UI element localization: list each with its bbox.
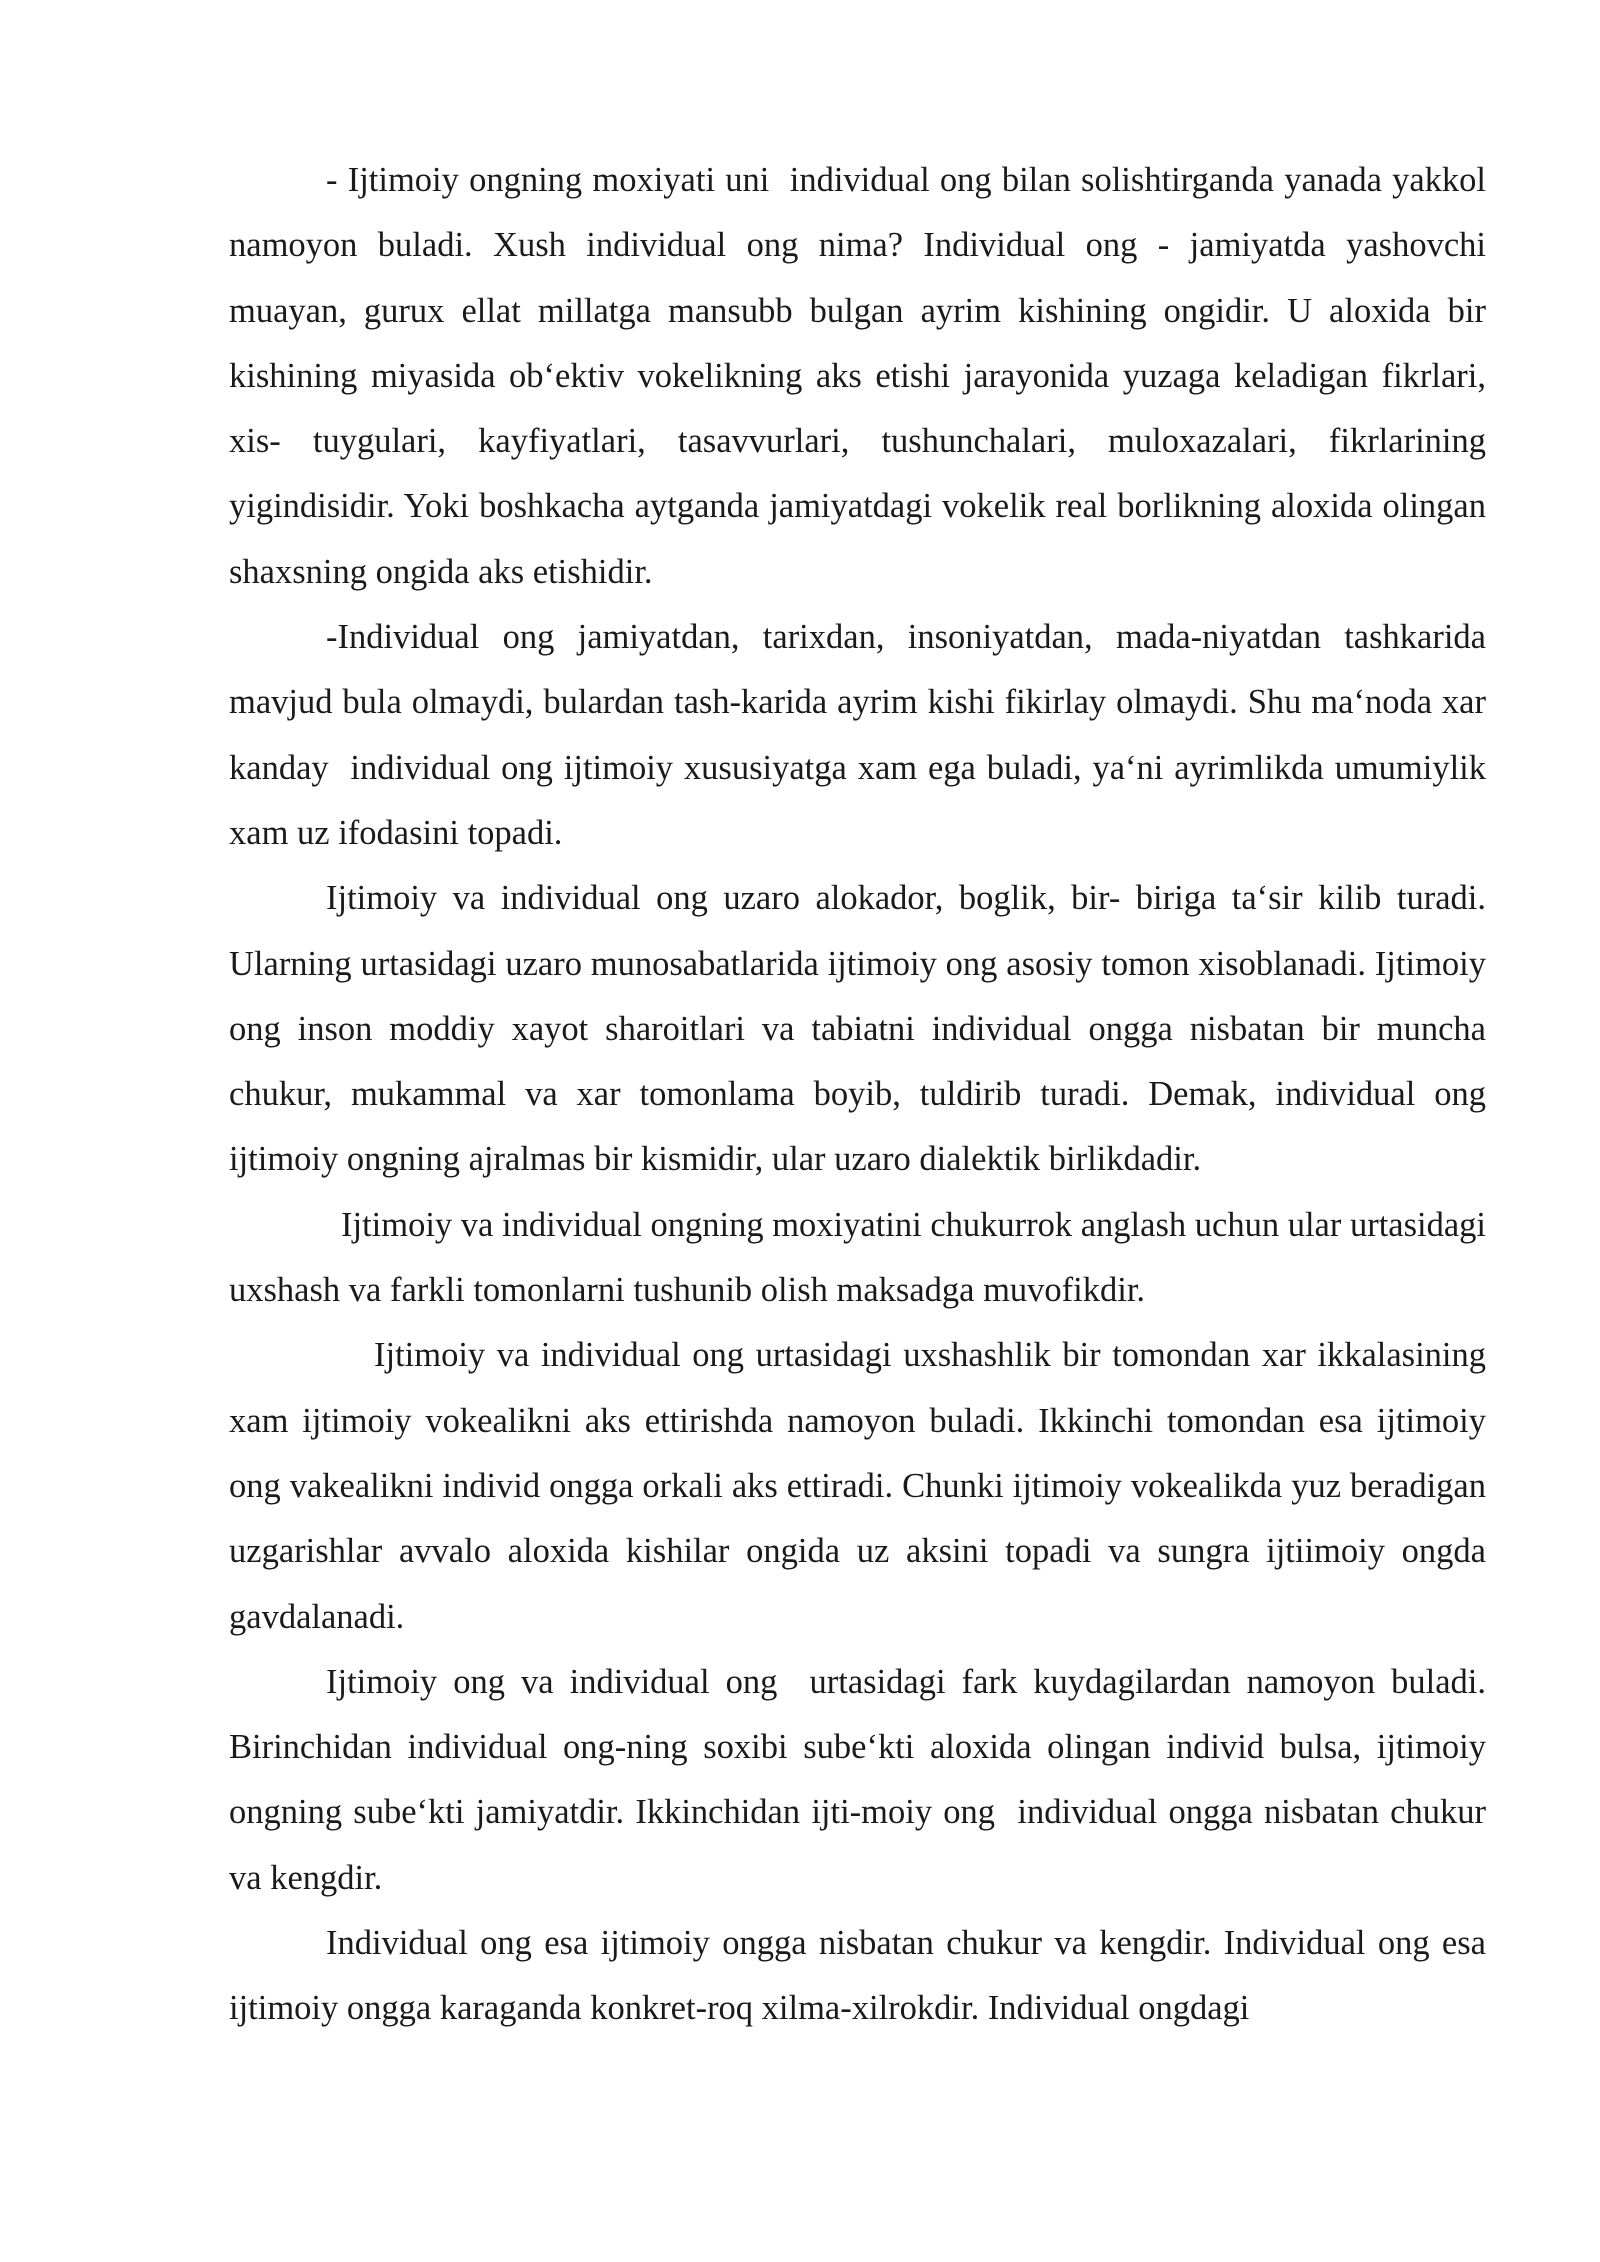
paragraph-4: Ijtimoiy va individual ongning moxiyatini chukurrok anglash uchun ular urtasidagi uxshash va farkli tomonlarni tushunib olish maksadga muvofikdir. [229, 1205, 1495, 1310]
paragraph-5: Ijtimoiy va individual ong urtasidagi uxshashlik bir tomondan xar ikkalasining xam ijtimoiy vokealikni aks ettirishda namoyon buladi. Ikkinchi tomondan esa ijtimoiy ong vakealikni individ ongga orkali aks ettiradi. Chunki ijtimoiy vokealikda yuz beradigan uzgarishlar avvalo aloxida kishilar ongida uz aksini topadi va sungra ijtiimoiy ongda gavdalanadi. [229, 1336, 1495, 1636]
paragraph-6: Ijtimoiy ong va individual ong urtasidagi fark kuydagilardan namoyon buladi. Birinchidan individual ong-ning soxibi sube‘kti aloxida olingan individ bulsa, ijtimoiy ongning sube‘kti jamiyatdir. Ikkinchidan ijti-moiy ong individual ongga nisbatan chukur va kengdir. [229, 1662, 1504, 1897]
paragraph-7: Individual ong esa ijtimoiy ongga nisbatan chukur va kengdir. Individual ong esa ijtimoiy ongga karaganda konkret-roq xilma-xilrokdir. Individual ongdagi [229, 1924, 1495, 2028]
document-body [229, 148, 1504, 2042]
paragraph-2: -Individual ong jamiyatdan, tarixdan, insoniyatdan, mada-niyatdan tashkarida mavjud bula olmaydi, bulardan tash-karida ayrim kishi fikirlay olmaydi. Shu ma‘noda xar kanday individual ong ijtimoiy xususiyatga xam ega buladi, ya‘ni ayrimlikda umumiylik xam uz ifodasini topadi. [229, 618, 1495, 852]
paragraph-3: Ijtimoiy va individual ong uzaro alokador, boglik, bir- biriga ta‘sir kilib turadi. Ularning urtasidagi uzaro munosabatlarida ijtimoiy ong asosiy tomon xisoblanadi. Ijtimoiy ong inson moddiy xayot sharoitlari va tabiatni individual ongga nisbatan bir muncha chukur, mukammal va xar tomonlama boyib, tuldirib turadi. Demak, individual ong ijtimoiy ongning ajralmas bir kismidir, ular uzaro dialektik birlikdadir. [229, 879, 1495, 1179]
paragraph-1: - Ijtimoiy ongning moxiyati uni individual ong bilan solishtirganda yanada yakkol namoyon buladi. Xush individual ong nima? Individual ong - jamiyatda yashovchi muayan, gurux ellat millatga mansubb bulgan ayrim kishining ongidir. U aloxida bir kishining miyasida ob‘ektiv vokelikning aks etishi jarayonida yuzaga keladigan fikrlari, xis- tuygulari, kayfiyatlari, tasavvurlari, tushunchalari, muloxazalari, fikrlarining yigindisidir. Yoki boshkacha aytganda jamiyatdagi vokelik real borlikning aloxida olingan shaxsning ongida aks etishidir. [229, 161, 1495, 591]
